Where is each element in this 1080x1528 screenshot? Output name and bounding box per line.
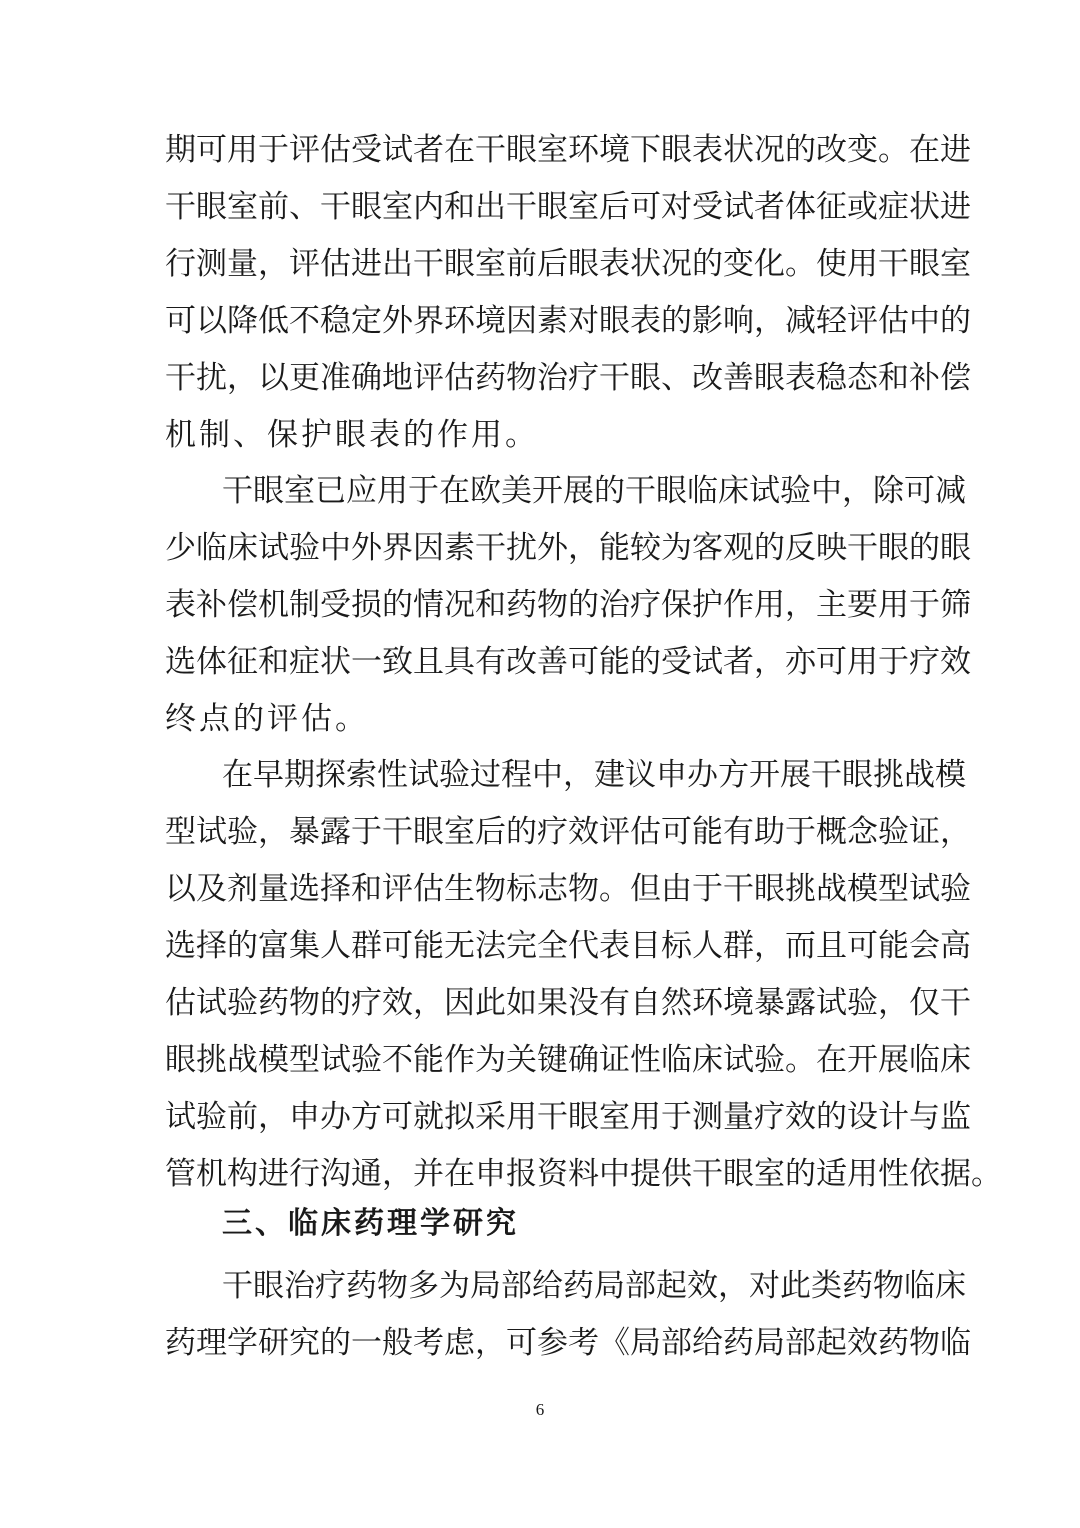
- paragraph-line: 在早期探索性试验过程中，建议申办方开展干眼挑战模: [222, 757, 966, 793]
- paragraph-line: 试验前，申办方可就拟采用干眼室用于测量疗效的设计与监: [165, 1099, 971, 1135]
- paragraph-line: 机制、保护眼表的作用。: [165, 417, 539, 453]
- paragraph-line: 干眼治疗药物多为局部给药局部起效，对此类药物临床: [222, 1268, 966, 1304]
- paragraph-line: 表补偿机制受损的情况和药物的治疗保护作用，主要用于筛: [165, 587, 971, 623]
- paragraph-line: 可以降低不稳定外界环境因素对眼表的影响，减轻评估中的: [165, 303, 971, 339]
- paragraph-line: 干眼室已应用于在欧美开展的干眼临床试验中，除可减: [222, 473, 966, 509]
- paragraph-line: 药理学研究的一般考虑，可参考《局部给药局部起效药物临: [165, 1325, 971, 1361]
- paragraph-line: 眼挑战模型试验不能作为关键确证性临床试验。在开展临床: [165, 1042, 971, 1078]
- section-heading: 三、临床药理学研究: [222, 1206, 519, 1241]
- paragraph-line: 行测量，评估进出干眼室前后眼表状况的变化。使用干眼室: [165, 246, 971, 282]
- paragraph-line: 估试验药物的疗效，因此如果没有自然环境暴露试验，仅干: [165, 985, 971, 1021]
- paragraph-line: 干眼室前、干眼室内和出干眼室后可对受试者体征或症状进: [165, 189, 971, 225]
- paragraph-line: 管机构进行沟通，并在申报资料中提供干眼室的适用性依据。: [165, 1156, 1002, 1192]
- paragraph-line: 型试验，暴露于干眼室后的疗效评估可能有助于概念验证，: [165, 814, 971, 850]
- paragraph-line: 终点的评估。: [165, 701, 369, 737]
- paragraph-line: 少临床试验中外界因素干扰外，能较为客观的反映干眼的眼: [165, 530, 971, 566]
- paragraph-line: 干扰，以更准确地评估药物治疗干眼、改善眼表稳态和补偿: [165, 360, 971, 396]
- paragraph-line: 选择的富集人群可能无法完全代表目标人群，而且可能会高: [165, 928, 971, 964]
- paragraph-line: 期可用于评估受试者在干眼室环境下眼表状况的改变。在进: [165, 132, 971, 168]
- paragraph-line: 选体征和症状一致且具有改善可能的受试者，亦可用于疗效: [165, 644, 971, 680]
- paragraph-line: 以及剂量选择和评估生物标志物。但由于干眼挑战模型试验: [165, 871, 971, 907]
- page-number: 6: [535, 1400, 545, 1419]
